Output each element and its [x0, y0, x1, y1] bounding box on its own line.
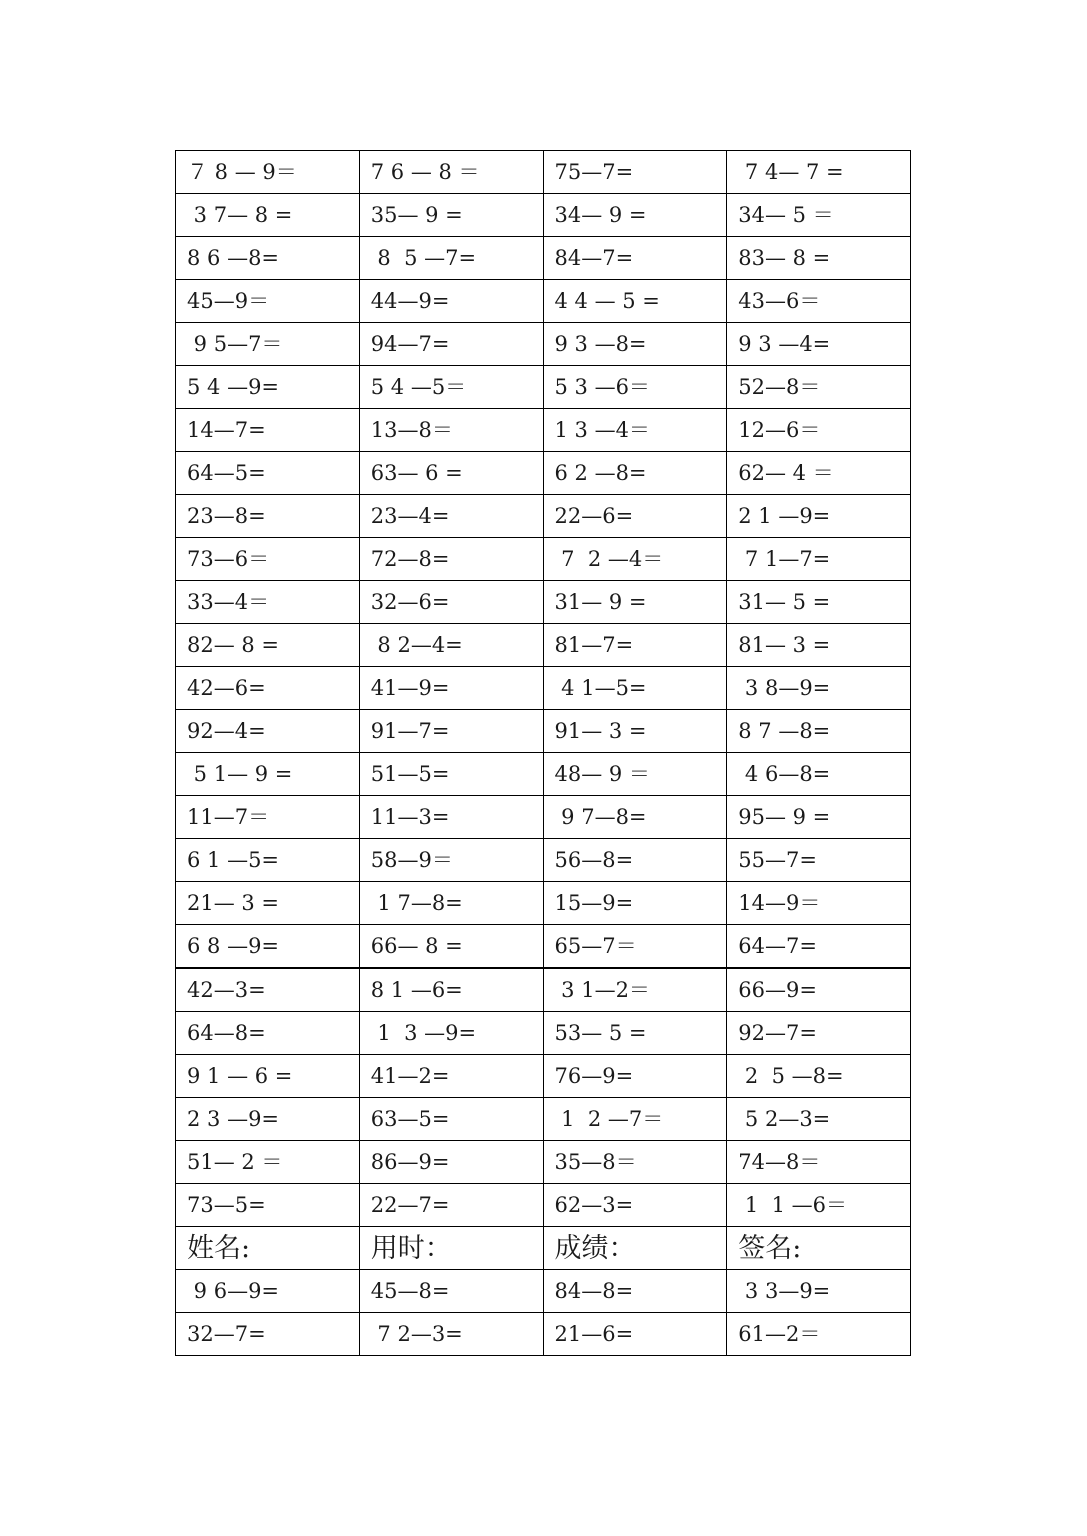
problem-cell: 1 3 —4＝ — [543, 409, 727, 452]
problem-cell: 83— 8 = — [727, 237, 911, 280]
problem-cell: 94—7= — [359, 323, 543, 366]
problem-cell: 55—7= — [727, 839, 911, 882]
problem-cell: 33—4＝ — [176, 581, 360, 624]
problem-row — [176, 796, 911, 839]
info-label-row — [176, 1227, 911, 1270]
problem-cell: 31— 5 = — [727, 581, 911, 624]
problem-cell: 8 2—4= — [359, 624, 543, 667]
problem-cell: 32—7= — [176, 1313, 360, 1356]
problem-cell: 11—7＝ — [176, 796, 360, 839]
problem-cell: 8 7 —8= — [727, 710, 911, 753]
problem-cell: 41—9= — [359, 667, 543, 710]
problem-cell: 8 6 —8= — [176, 237, 360, 280]
problem-cell: 5 1— 9 = — [176, 753, 360, 796]
problem-cell: 64—5= — [176, 452, 360, 495]
problem-cell: 9 3 —8= — [543, 323, 727, 366]
problem-cell: 6 8 —9= — [176, 925, 360, 969]
problem-row — [176, 1055, 911, 1098]
problem-row — [176, 839, 911, 882]
problem-cell: 91—7= — [359, 710, 543, 753]
problem-cell: 7 4— 7 = — [727, 151, 911, 194]
problem-row — [176, 1012, 911, 1055]
problem-cell: 6 1 —5= — [176, 839, 360, 882]
problem-cell: 35— 9 = — [359, 194, 543, 237]
problem-cell: 91— 3 = — [543, 710, 727, 753]
problem-cell: 43—6＝ — [727, 280, 911, 323]
info-label-cell: 用时： — [359, 1227, 543, 1270]
problem-row — [176, 409, 911, 452]
problem-cell: 34— 9 = — [543, 194, 727, 237]
problem-row — [176, 925, 911, 969]
problem-cell: 84—7= — [543, 237, 727, 280]
problem-row — [176, 1313, 911, 1356]
problem-row — [176, 1141, 911, 1184]
problem-cell: 62—3= — [543, 1184, 727, 1227]
problem-cell: 5 4 —5＝ — [359, 366, 543, 409]
problem-cell: 3 3—9= — [727, 1270, 911, 1313]
problem-cell: 15—9= — [543, 882, 727, 925]
problem-cell: 63— 6 = — [359, 452, 543, 495]
problem-cell: 61—2＝ — [727, 1313, 911, 1356]
problem-row — [176, 882, 911, 925]
problem-cell: 14—7= — [176, 409, 360, 452]
problem-cell: 1 2 —7＝ — [543, 1098, 727, 1141]
problem-cell: 2 3 —9= — [176, 1098, 360, 1141]
problem-cell: 41—2= — [359, 1055, 543, 1098]
problem-cell: 81— 3 = — [727, 624, 911, 667]
problem-cell: 9 6—9= — [176, 1270, 360, 1313]
problem-cell: 81—7= — [543, 624, 727, 667]
arithmetic-worksheet — [175, 150, 911, 1356]
problem-cell: 7 2—3= — [359, 1313, 543, 1356]
problem-cell: 35—8＝ — [543, 1141, 727, 1184]
problem-cell: 84—8= — [543, 1270, 727, 1313]
problem-row — [176, 280, 911, 323]
problem-row — [176, 1184, 911, 1227]
problem-cell: 1 3 —9= — [359, 1012, 543, 1055]
problem-cell: 64—8= — [176, 1012, 360, 1055]
info-label-cell: 成绩： — [543, 1227, 727, 1270]
problem-cell: 76—9= — [543, 1055, 727, 1098]
problem-cell: 82— 8 = — [176, 624, 360, 667]
problem-row — [176, 753, 911, 796]
problem-cell: 7 2 —4＝ — [543, 538, 727, 581]
problem-cell: 2 1 —9= — [727, 495, 911, 538]
problem-cell: 44—9= — [359, 280, 543, 323]
problem-cell: 42—3= — [176, 968, 360, 1012]
problem-cell: 5 3 —6＝ — [543, 366, 727, 409]
problem-cell: 73—6＝ — [176, 538, 360, 581]
problem-cell: 53— 5 = — [543, 1012, 727, 1055]
problem-cell: 3 1—2＝ — [543, 968, 727, 1012]
problem-cell: 31— 9 = — [543, 581, 727, 624]
problem-cell: 65—7＝ — [543, 925, 727, 969]
problem-cell: 8 1 —6= — [359, 968, 543, 1012]
problem-row — [176, 194, 911, 237]
problem-cell: 73—5= — [176, 1184, 360, 1227]
problem-cell: 58—9＝ — [359, 839, 543, 882]
problem-row — [176, 581, 911, 624]
problem-cell: 74—8＝ — [727, 1141, 911, 1184]
problem-row — [176, 538, 911, 581]
problem-cell: 13—8＝ — [359, 409, 543, 452]
problem-cell: 8 5 —7= — [359, 237, 543, 280]
problem-cell: 4 6—8= — [727, 753, 911, 796]
problem-row — [176, 710, 911, 753]
problem-row — [176, 495, 911, 538]
problem-cell: 22—6= — [543, 495, 727, 538]
problem-cell: 95— 9 = — [727, 796, 911, 839]
problem-cell: 51—5= — [359, 753, 543, 796]
problem-cell: 5 2—3= — [727, 1098, 911, 1141]
problem-cell: ７ 8 — 9＝ — [176, 151, 360, 194]
problem-cell: 52—8＝ — [727, 366, 911, 409]
problem-row — [176, 237, 911, 280]
problem-cell: 34— 5 ＝ — [727, 194, 911, 237]
problem-cell: 72—8= — [359, 538, 543, 581]
problem-cell: 7 6 — 8 ＝ — [359, 151, 543, 194]
problem-cell: 66—9= — [727, 968, 911, 1012]
problem-cell: 92—7= — [727, 1012, 911, 1055]
problem-cell: 75—7= — [543, 151, 727, 194]
info-label-cell: 签名: — [727, 1227, 911, 1270]
problem-cell: 9 3 —4= — [727, 323, 911, 366]
problem-cell: 92—4= — [176, 710, 360, 753]
problem-cell: 7 1—7= — [727, 538, 911, 581]
problem-cell: 3 7— 8 = — [176, 194, 360, 237]
problem-cell: 23—4= — [359, 495, 543, 538]
problem-cell: 62— 4 ＝ — [727, 452, 911, 495]
problem-cell: 9 5—7＝ — [176, 323, 360, 366]
problem-cell: 9 1 — 6 = — [176, 1055, 360, 1098]
problem-cell: 5 4 —9= — [176, 366, 360, 409]
problem-cell: 12—6＝ — [727, 409, 911, 452]
problem-cell: 42—6= — [176, 667, 360, 710]
problem-row — [176, 151, 911, 194]
problem-cell: 45—9＝ — [176, 280, 360, 323]
subtraction-table — [175, 150, 911, 1356]
problem-cell: 21— 3 = — [176, 882, 360, 925]
problem-row — [176, 323, 911, 366]
problem-cell: 11—3= — [359, 796, 543, 839]
problem-cell: 48— 9 ＝ — [543, 753, 727, 796]
problem-cell: 3 8—9= — [727, 667, 911, 710]
problem-cell: 2 5 —8= — [727, 1055, 911, 1098]
problem-row — [176, 968, 911, 1012]
problem-cell: 86—9= — [359, 1141, 543, 1184]
problem-cell: 66— 8 = — [359, 925, 543, 969]
problem-row — [176, 452, 911, 495]
problem-cell: 32—6= — [359, 581, 543, 624]
problem-row — [176, 1098, 911, 1141]
problem-cell: 51— 2 ＝ — [176, 1141, 360, 1184]
problem-cell: 1 1 —6＝ — [727, 1184, 911, 1227]
problem-cell: 14—9＝ — [727, 882, 911, 925]
problem-cell: 23—8= — [176, 495, 360, 538]
subtraction-table-body — [176, 151, 911, 1356]
problem-row — [176, 624, 911, 667]
problem-cell: 4 4 — 5 = — [543, 280, 727, 323]
problem-row — [176, 366, 911, 409]
info-label-cell: 姓名: — [176, 1227, 360, 1270]
problem-cell: 45—8= — [359, 1270, 543, 1313]
problem-cell: 9 7—8= — [543, 796, 727, 839]
problem-cell: 63—5= — [359, 1098, 543, 1141]
problem-cell: 21—6= — [543, 1313, 727, 1356]
problem-cell: 6 2 —8= — [543, 452, 727, 495]
problem-row — [176, 1270, 911, 1313]
problem-cell: 1 7—8= — [359, 882, 543, 925]
problem-row — [176, 667, 911, 710]
problem-cell: 4 1—5= — [543, 667, 727, 710]
problem-cell: 64—7= — [727, 925, 911, 969]
problem-cell: 22—7= — [359, 1184, 543, 1227]
problem-cell: 56—8= — [543, 839, 727, 882]
